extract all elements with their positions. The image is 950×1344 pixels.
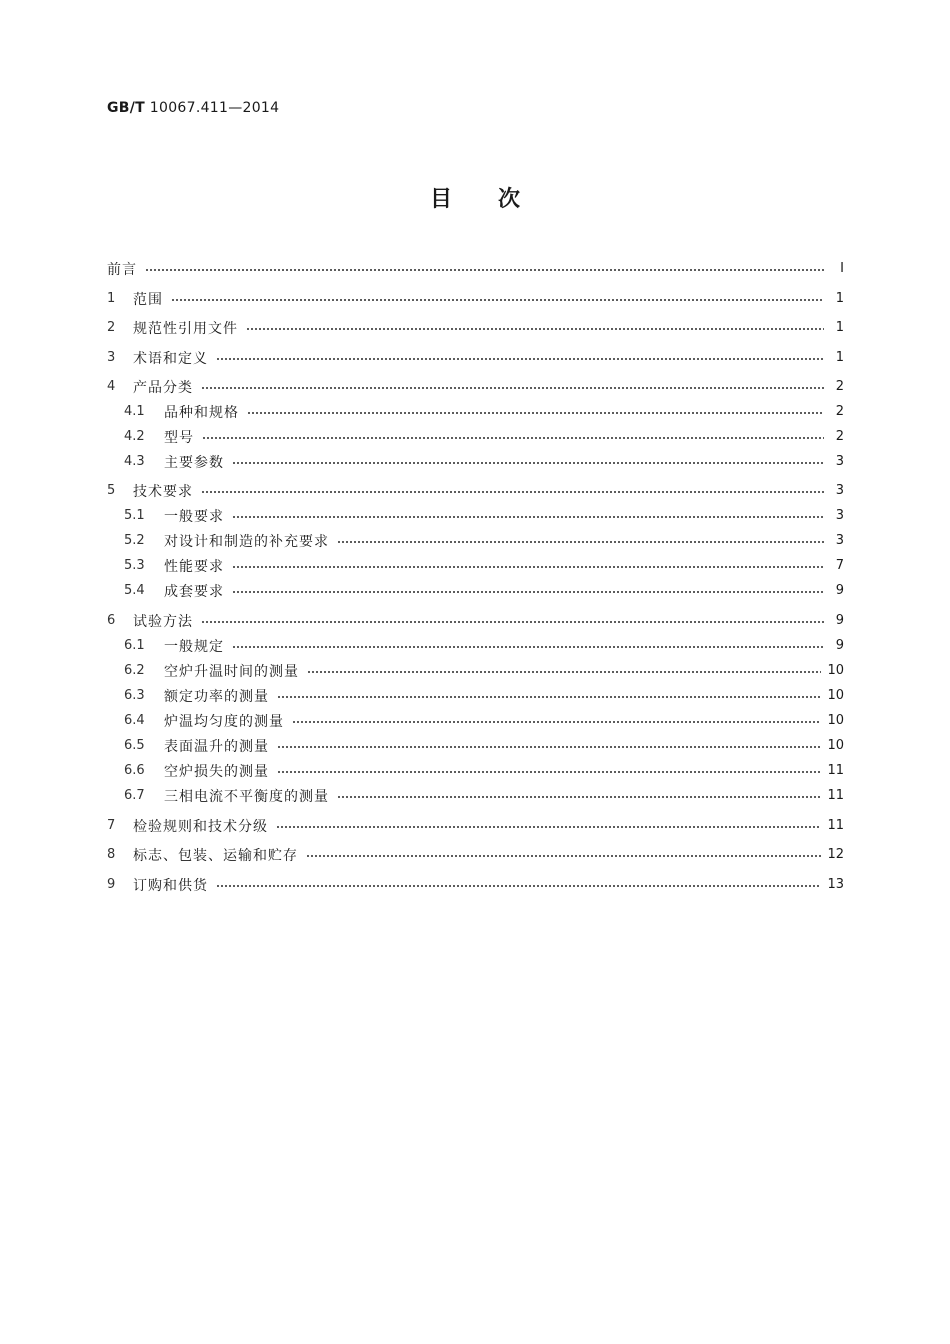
- toc-entry-title: 术语和定义: [133, 350, 208, 367]
- toc-dot-leader: [201, 387, 824, 389]
- toc-entry[interactable]: [107, 528, 844, 553]
- toc-entry[interactable]: [107, 424, 844, 449]
- toc-entry[interactable]: [107, 658, 844, 683]
- toc-entry[interactable]: [107, 345, 844, 370]
- toc-dot-leader: [307, 671, 821, 673]
- toc-entry-number: 8: [107, 847, 116, 862]
- toc-dot-leader: [337, 541, 824, 543]
- toc-entry-page: 13: [827, 877, 844, 892]
- toc-entry[interactable]: [107, 733, 844, 758]
- toc-entry-number: 5.1: [124, 508, 145, 523]
- toc-entry-number: 4.1: [124, 404, 145, 419]
- toc-dot-leader: [247, 412, 824, 414]
- toc-entry-number: 9: [107, 877, 116, 892]
- toc-entry-title: 型号: [164, 429, 194, 446]
- toc-dot-leader: [232, 566, 824, 568]
- toc-entry[interactable]: [107, 374, 844, 399]
- toc-entry-title: 检验规则和技术分级: [133, 818, 268, 835]
- toc-entry-title: 规范性引用文件: [133, 320, 238, 337]
- toc-entry-title: 性能要求: [164, 558, 224, 575]
- toc-entry[interactable]: [107, 503, 844, 528]
- toc-entry-number: 5.3: [124, 558, 145, 573]
- toc-entry-title: 前言: [107, 261, 137, 278]
- toc-entry-title: 试验方法: [133, 613, 193, 630]
- toc-entry-title: 三相电流不平衡度的测量: [164, 788, 329, 805]
- toc-entry-title: 标志、包装、运输和贮存: [133, 847, 298, 864]
- toc-entry[interactable]: [107, 478, 844, 503]
- toc-dot-leader: [292, 721, 821, 723]
- toc-entry-page: 9: [835, 613, 844, 628]
- toc-entry-number: 6: [107, 613, 116, 628]
- toc-entry[interactable]: [107, 633, 844, 658]
- toc-entry-number: 4.2: [124, 429, 145, 444]
- toc-entry-page: 10: [827, 738, 844, 753]
- toc-entry[interactable]: [107, 608, 844, 633]
- toc-dot-leader: [202, 437, 824, 439]
- toc-entry-number: 6.1: [124, 638, 145, 653]
- toc-entry-title: 产品分类: [133, 379, 193, 396]
- toc-entry[interactable]: [107, 315, 844, 340]
- toc-entry[interactable]: [107, 813, 844, 838]
- toc-dot-leader: [216, 358, 824, 360]
- toc-entry[interactable]: [107, 683, 844, 708]
- toc-dot-leader: [232, 646, 824, 648]
- toc-dot-leader: [171, 299, 824, 301]
- toc-dot-leader: [201, 621, 824, 623]
- toc-entry-title: 一般要求: [164, 508, 224, 525]
- toc-entry-number: 2: [107, 320, 116, 335]
- toc-entry-number: 6.5: [124, 738, 145, 753]
- toc-entry-title: 空炉损失的测量: [164, 763, 269, 780]
- toc-entry-number: 3: [107, 350, 116, 365]
- toc-entry[interactable]: [107, 256, 844, 281]
- toc-entry-title: 空炉升温时间的测量: [164, 663, 299, 680]
- toc-entry-title: 订购和供货: [133, 877, 208, 894]
- toc-entry-number: 6.6: [124, 763, 145, 778]
- toc-entry-number: 6.2: [124, 663, 145, 678]
- toc-entry-page: 3: [835, 508, 844, 523]
- toc-dot-leader: [201, 491, 824, 493]
- toc-entry-page: 3: [835, 483, 844, 498]
- document-code-number: 10067.411—2014: [145, 100, 280, 116]
- document-code-prefix: GB/T: [107, 100, 146, 116]
- toc-dot-leader: [277, 746, 821, 748]
- toc-entry[interactable]: [107, 578, 844, 603]
- toc-entry-page: 1: [835, 350, 844, 365]
- toc-entry-page: 9: [835, 583, 844, 598]
- toc-entry-page: 7: [835, 558, 844, 573]
- toc-entry-number: 5.4: [124, 583, 145, 598]
- toc-entry-number: 6.4: [124, 713, 145, 728]
- toc-entry[interactable]: [107, 286, 844, 311]
- toc-entry-number: 1: [107, 291, 116, 306]
- toc-dot-leader: [145, 269, 824, 271]
- toc-dot-leader: [232, 516, 824, 518]
- toc-entry[interactable]: [107, 842, 844, 867]
- toc-dot-leader: [232, 462, 824, 464]
- toc-entry-page: 11: [827, 788, 844, 803]
- toc-entry-title: 品种和规格: [164, 404, 239, 421]
- toc-entry-page: 10: [827, 688, 844, 703]
- toc-dot-leader: [337, 796, 821, 798]
- toc-entry-page: 11: [827, 818, 844, 833]
- toc-entry[interactable]: [107, 872, 844, 897]
- toc-entry-number: 6.7: [124, 788, 145, 803]
- toc-entry-title: 表面温升的测量: [164, 738, 269, 755]
- toc-entry-title: 额定功率的测量: [164, 688, 269, 705]
- toc-dot-leader: [277, 696, 821, 698]
- toc-entry-title: 对设计和制造的补充要求: [164, 533, 329, 550]
- toc-entry-page: 2: [835, 379, 844, 394]
- toc-entry-page: 1: [835, 320, 844, 335]
- toc-entry-page: 12: [827, 847, 844, 862]
- toc-entry-page: Ⅰ: [840, 261, 844, 276]
- toc-dot-leader: [232, 591, 824, 593]
- toc-entry-page: 1: [835, 291, 844, 306]
- toc-entry-page: 9: [835, 638, 844, 653]
- toc-entry-title: 成套要求: [164, 583, 224, 600]
- toc-dot-leader: [216, 885, 821, 887]
- toc-entry-number: 6.3: [124, 688, 145, 703]
- toc-entry-page: 10: [827, 663, 844, 678]
- toc-entry-number: 7: [107, 818, 116, 833]
- toc-entry[interactable]: [107, 553, 844, 578]
- toc-entry[interactable]: [107, 449, 844, 474]
- toc-entry-number: 4: [107, 379, 116, 394]
- toc-entry[interactable]: [107, 708, 844, 733]
- toc-entry[interactable]: [107, 758, 844, 783]
- toc-entry-title: 范围: [133, 291, 163, 308]
- page-title: 目次: [429, 187, 566, 212]
- toc-entry-title: 炉温均匀度的测量: [164, 713, 284, 730]
- toc-dot-leader: [276, 826, 821, 828]
- toc-entry-page: 11: [827, 763, 844, 778]
- toc-entry-page: 10: [827, 713, 844, 728]
- toc-entry-number: 5: [107, 483, 116, 498]
- document-code: [107, 100, 279, 116]
- toc-entry-page: 3: [835, 533, 844, 548]
- toc-entry[interactable]: [107, 399, 844, 424]
- toc-entry-title: 技术要求: [133, 483, 193, 500]
- toc-entry-number: 4.3: [124, 454, 145, 469]
- toc-entry-page: 2: [835, 429, 844, 444]
- toc-dot-leader: [306, 855, 821, 857]
- toc-entry-title: 一般规定: [164, 638, 224, 655]
- toc-entry-number: 5.2: [124, 533, 145, 548]
- toc-entry-page: 2: [835, 404, 844, 419]
- toc-dot-leader: [246, 328, 824, 330]
- toc-entry-page: 3: [835, 454, 844, 469]
- toc-entry[interactable]: [107, 783, 844, 808]
- toc-dot-leader: [277, 771, 821, 773]
- toc-entry-title: 主要参数: [164, 454, 224, 471]
